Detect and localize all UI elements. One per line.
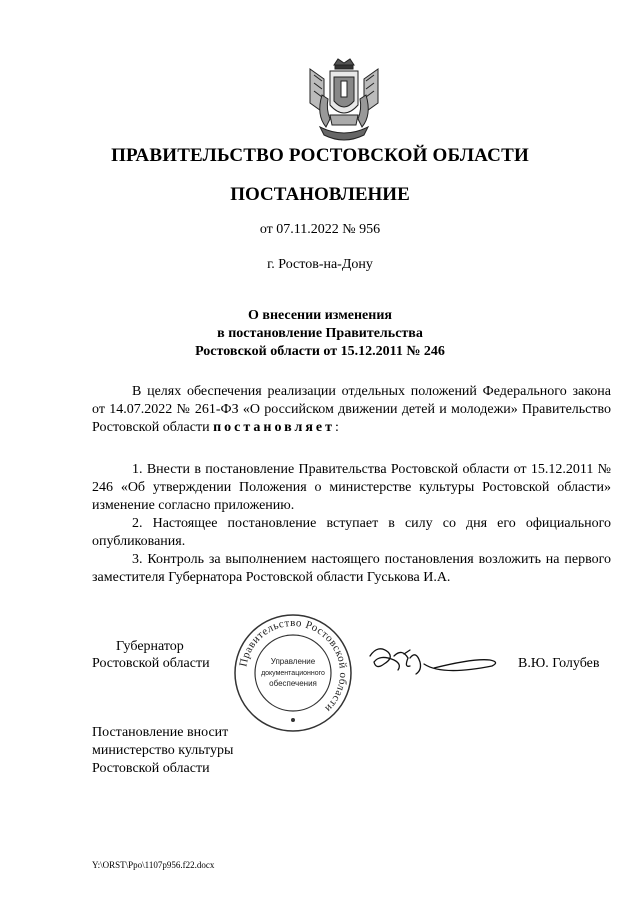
list-item: 1. Внести в постановление Правительства Ростовской области от 15.12.2011 № 246 «Об утверждении Положения о министерстве культуры Ростовской области» изменение согласно приложению.: [92, 462, 611, 513]
file-path-footer: Y:\ORST\Ppo\1107p956.f22.docx: [92, 860, 215, 870]
subject-line-2: в постановление Правительства: [217, 326, 423, 341]
preamble-text: В целях обеспечения реализации отдельных положений Федерального закона от 14.07.2022 № 261-ФЗ «О российском движении детей и молодежи» Правительство Ростовской области: [92, 384, 611, 435]
list-item: 2. Настоящее постановление вступает в силу со дня его официального опубликования.: [92, 516, 611, 549]
stamp-ring-text: Правительство Ростовской области: [237, 616, 350, 715]
organization-title: ПРАВИТЕЛЬСТВО РОСТОВСКОЙ ОБЛАСТИ: [111, 145, 529, 166]
subject-line-1: О внесении изменения: [248, 308, 392, 323]
coat-of-arms-icon: [300, 55, 388, 147]
official-stamp: [232, 612, 354, 734]
list-item: 3. Контроль за выполнением настоящего постановления возложить на первого заместителя Губернатора Ростовской области Гуськова И.А.: [92, 552, 611, 585]
submitter-line-1: Постановление вносит: [92, 725, 229, 740]
city-line: г. Ростов-на-Дону: [267, 257, 373, 272]
signer-role-line-2: Ростовской области: [92, 656, 210, 671]
signer-name: В.Ю. Голубев: [518, 656, 600, 671]
stamp-center-line-2: документационного: [261, 670, 325, 677]
date-number-line: от 07.11.2022 № 956: [259, 222, 381, 237]
items-list: [92, 461, 611, 587]
stamp-center-line-1: Управление: [270, 657, 316, 666]
preamble-paragraph: [92, 383, 611, 437]
preamble-end: :: [335, 420, 339, 435]
document-subject: [0, 307, 640, 361]
document-type: ПОСТАНОВЛЕНИЕ: [230, 184, 410, 205]
handwritten-signature: [364, 636, 504, 682]
signer-role-line-1: Губернатор: [116, 639, 184, 654]
submitter-line-2: министерство культуры: [92, 743, 234, 758]
submitter-block: [92, 724, 233, 778]
submitter-line-3: Ростовской области: [92, 761, 210, 776]
preamble-keyword: постановляет: [213, 420, 336, 435]
subject-line-3: Ростовской области от 15.12.2011 № 246: [195, 344, 445, 359]
stamp-center-line-3: обеспечения: [269, 679, 317, 688]
